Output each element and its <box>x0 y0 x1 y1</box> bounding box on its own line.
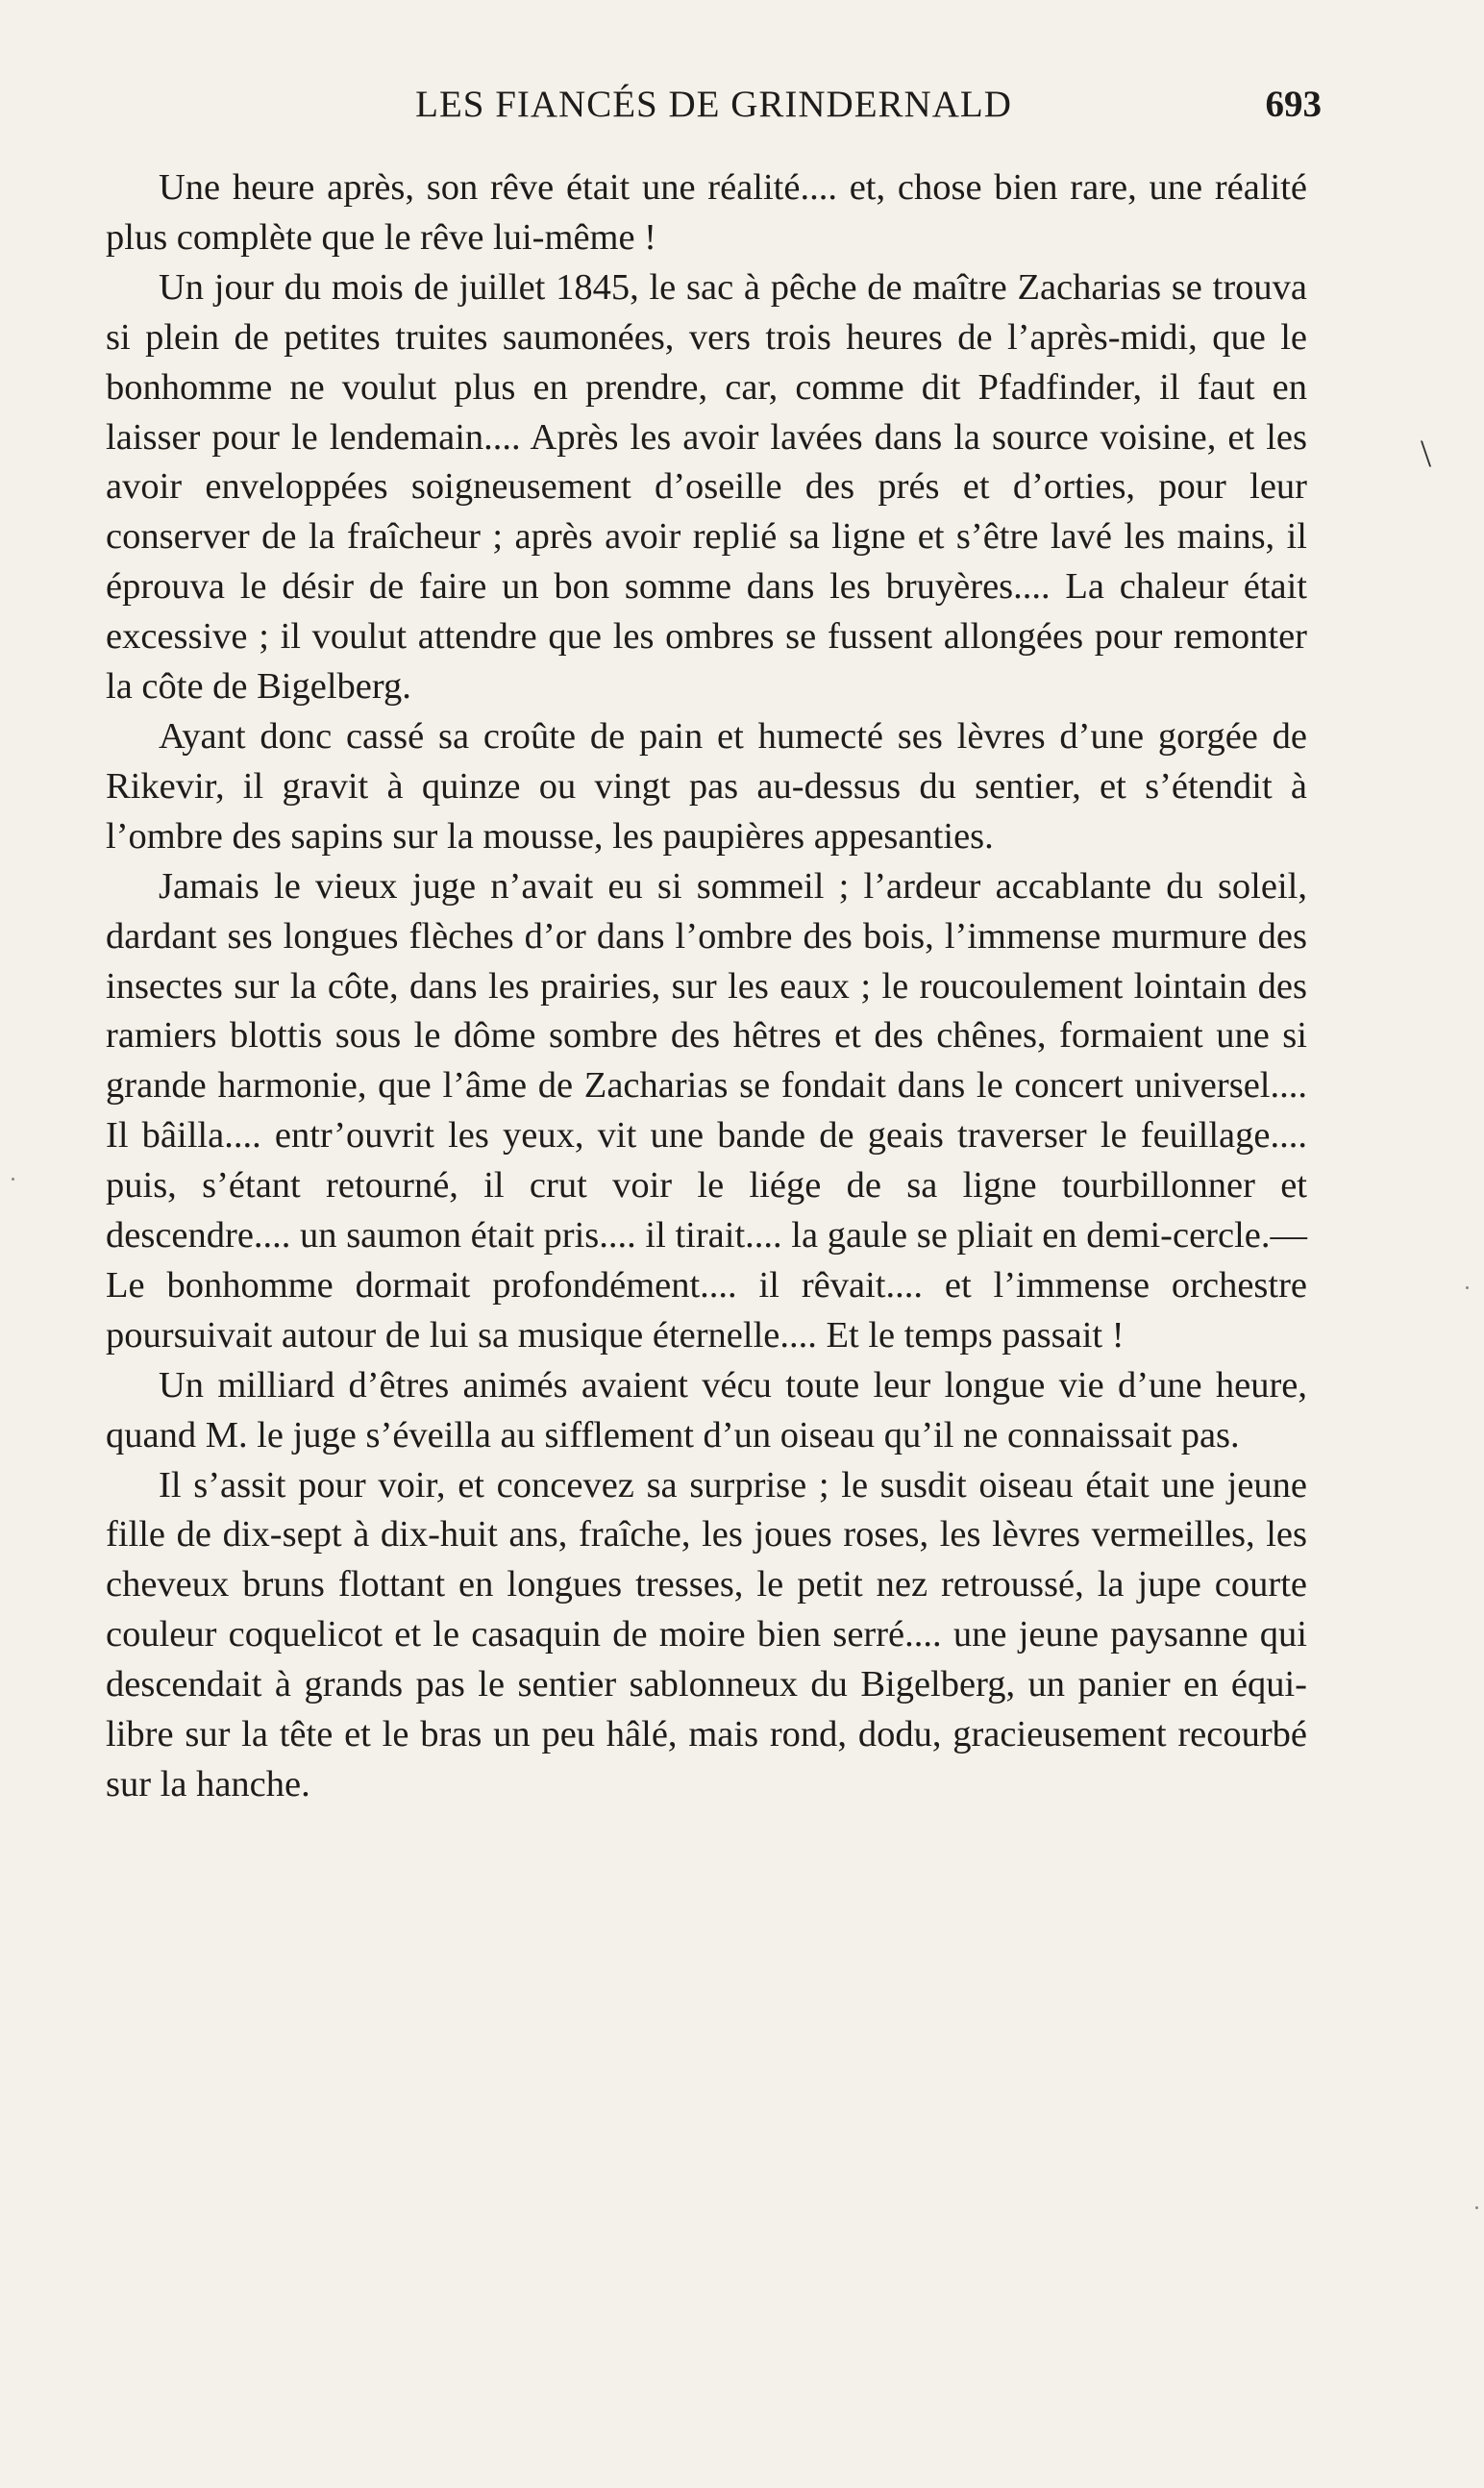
paragraph-4: Jamais le vieux juge n’avait eu si sommeil ; l’ardeur accablante du soleil, dardant ses longues flèches d’or dans l’ombre des bois, l’immense murmure des insectes sur la côte, dans les prairies, sur les eaux ; le roucoulement lointain des ramiers blottis sous le dôme sombre des hêtres et des chênes, formaient une si grande harmonie, que l’âme de Zacharias se fondait dans le concert universel.... Il bâilla.... entr’ouvrit les yeux, vit une bande de geais traverser le feuillage.... puis, s’étant retourné, il crut voir le liége de sa ligne tourbillonner et descendre.... un saumon était pris.... il tirait.... la gaule se pliait en demi-cercle.—Le bonhomme dormait profondément.... il rêvait.... et l’immense orchestre poursuivait autour de lui sa musique éternelle.... Et le temps passait ! <box>106 865 1307 1356</box>
running-title: LES FIANCÉS DE GRINDERNALD <box>415 84 1012 125</box>
body-text <box>106 163 1307 1810</box>
paper-speck <box>12 1178 14 1181</box>
paragraph-5: Un milliard d’êtres animés avaient vécu toute leur longue vie d’une heure, quand M. le juge s’éveilla au sifflement d’un oiseau qu’il ne connaissait pas. <box>106 1364 1307 1455</box>
paper-speck <box>1466 1286 1469 1289</box>
paragraph-2: Un jour du mois de juillet 1845, le sac à pêche de maître Zacharias se trouva si plein de petites truites saumonées, vers trois heures de l’après-midi, que le bonhomme ne voulut plus en prendre, car, comme dit Pfadfinder, il faut en laisser pour le lendemain.... Après les avoir lavées dans la source voisine, et les avoir enveloppées soigneusement d’oseille des prés et d’orties, pour leur conserver de la fraîcheur ; après avoir replié sa ligne et s’être lavé les mains, il éprouva le désir de faire un bon somme dans les bruyères.... La chaleur était excessive ; il voulut attendre que les ombres se fussent allongées pour remonter la côte de Bigelberg. <box>106 266 1307 708</box>
running-head <box>106 81 1322 129</box>
paper-speck <box>1475 2206 1478 2209</box>
paragraph-6: Il s’assit pour voir, et concevez sa surprise ; le susdit oiseau était une jeune fille de dix-sept à dix-huit ans, fraîche, les joues roses, les lèvres vermeilles, les cheveux bruns flottant en longues tresses, le petit nez retroussé, la jupe courte couleur coquelicot et le casaquin de moire bien serré.... une jeune paysanne qui descendait à grands pas le sentier sablonneux du Bigelberg, un panier en équilibre sur la tête et le bras un peu hâlé, mais rond, dodu, gracieusement recourbé sur la hanche. <box>106 1464 1307 1804</box>
paragraph-1: Une heure après, son rêve était une réalité.... et, chose bien rare, une réalité plus complète que le rêve lui-même ! <box>106 167 1307 258</box>
page-number: 693 <box>1265 84 1322 125</box>
margin-pencil-mark: \ <box>1421 432 1432 475</box>
paragraph-3: Ayant donc cassé sa croûte de pain et humecté ses lèvres d’une gorgée de Rikevir, il gravit à quinze ou vingt pas au-dessus du sentier, et s’étendit à l’ombre des sapins sur la mousse, les paupières appesanties. <box>106 715 1307 857</box>
